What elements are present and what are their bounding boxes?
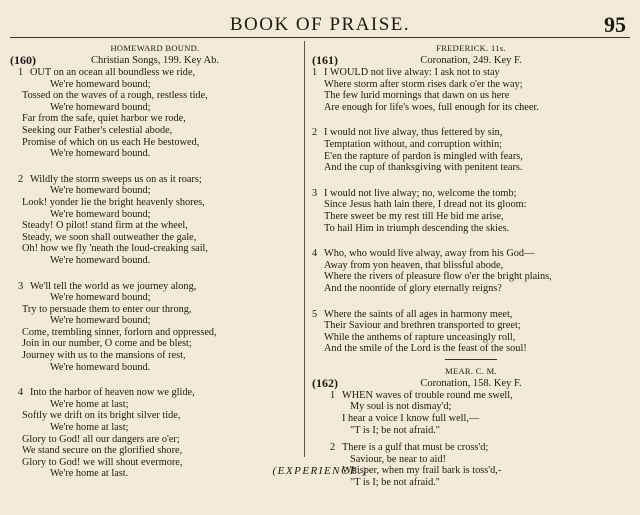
verse-text: And the noontide of glory eternally reigns? <box>324 282 502 294</box>
verse-line <box>312 199 630 211</box>
verse-text: Are enough for life's woes, full enough for its cheer. <box>324 101 539 113</box>
verse-text: While the anthems of rapture unceasingly roll, <box>324 331 516 343</box>
verse-line <box>312 127 630 139</box>
verse-line <box>10 304 300 316</box>
verse-line <box>312 188 630 200</box>
hymn-160-stanzas <box>10 67 300 480</box>
verse-line <box>312 283 630 295</box>
verse-text: Glory to God! all our dangers are o'er; <box>22 433 180 445</box>
verse-text: We stand secure on the glorified shore, <box>22 445 183 457</box>
verse-text: Where the saints of all ages in harmony meet, <box>324 308 513 320</box>
verse-text: Tossed on the waves of a rough, restless tide, <box>22 90 208 102</box>
verse-line <box>10 102 300 114</box>
verse-text: We're homeward bound; <box>50 208 151 220</box>
verse-line <box>312 260 630 272</box>
verse-text: My soul is not dismay'd; <box>350 401 452 413</box>
verse-line <box>10 387 300 399</box>
verse-text: We're homeward bound; <box>50 292 151 304</box>
verse-text: I would not live alway; no, welcome the tomb; <box>324 187 517 199</box>
verse-text: There is a gulf that must be cross'd; <box>342 442 489 454</box>
stanza-number: 3 <box>312 187 318 199</box>
verse-text: I would not live alway, thus fettered by sin, <box>324 127 503 139</box>
verse-text: Come, trembling sinner, forlorn and oppressed, <box>22 326 217 338</box>
hymn-source: Coronation, 158. Key F. <box>420 377 522 389</box>
verse-text: And the smile of the Lord is the feast of the soul! <box>324 343 527 355</box>
verse-line <box>10 197 300 209</box>
verse-text: Promise of which on us each He bestowed, <box>22 136 200 148</box>
verse-text: We're homeward bound. <box>50 148 151 160</box>
tune-name: FREDERICK. 11s. <box>436 43 506 53</box>
verse-text: We're homeward bound; <box>50 315 151 327</box>
verse-line <box>10 113 300 125</box>
verse-line <box>312 151 630 163</box>
verse-text: Whisper, when my frail bark is toss'd,- <box>342 465 502 477</box>
verse-line <box>312 67 630 79</box>
verse-line <box>312 454 630 466</box>
verse-text: Seeking our Father's celestial abode, <box>22 124 173 136</box>
verse-line <box>312 477 630 489</box>
verse-text: We're homeward bound. <box>50 254 151 266</box>
stanza-number: 5 <box>312 308 318 320</box>
verse-line <box>312 390 630 402</box>
verse-line <box>312 79 630 91</box>
verse-text: Oh! how we fly 'neath the loud-creaking sail, <box>22 243 208 255</box>
verse-text: Far from the safe, quiet harbor we rode, <box>22 113 186 125</box>
verse-line <box>10 445 300 457</box>
verse-text: OUT on an ocean all boundless we ride, <box>30 67 196 78</box>
page-title: BOOK OF PRAISE. <box>229 14 411 35</box>
stanza <box>312 188 630 234</box>
verse-line <box>312 90 630 102</box>
verse-line <box>10 350 300 362</box>
verse-text: WHEN waves of trouble round me swell, <box>342 389 513 401</box>
verse-text: To hail Him in triumph descending the skies. <box>324 222 510 234</box>
verse-text: We'll tell the world as we journey along, <box>30 280 197 292</box>
tune-name: MEAR. C. M. <box>445 365 497 376</box>
verse-line <box>10 137 300 149</box>
verse-text: Look! yonder lie the bright heavenly shores, <box>22 196 205 208</box>
verse-text: Where storm after storm rises dark o'er the way; <box>324 78 523 90</box>
verse-text: We're homeward bound; <box>50 78 151 90</box>
verse-text: We're homeward bound. <box>50 361 151 373</box>
verse-line <box>10 422 300 434</box>
verse-text: I hear a voice I know full well,— <box>342 413 480 425</box>
verse-line <box>10 255 300 267</box>
verse-line <box>10 399 300 411</box>
verse-text: We're homeward bound; <box>50 101 151 113</box>
verse-text: I WOULD not live alway: I ask not to stay <box>324 67 500 78</box>
tune-name: HOMEWARD BOUND. <box>110 43 200 53</box>
header-rule <box>10 37 630 38</box>
verse-text: Into the harbor of heaven now we glide, <box>30 387 195 399</box>
verse-text: We're home at last. <box>50 468 129 480</box>
verse-line <box>312 271 630 283</box>
verse-line <box>10 243 300 255</box>
verse-line <box>10 79 300 91</box>
verse-text: Steady, we soon shall outweather the gale, <box>22 231 197 243</box>
stanza-number: 2 <box>330 442 336 454</box>
stanza <box>312 127 630 173</box>
page-number: 95 <box>604 12 626 37</box>
verse-line <box>312 401 630 413</box>
verse-text: Who, who would live alway, away from his God— <box>324 248 535 260</box>
verse-text: The few lurid mornings that dawn on us here <box>324 90 510 102</box>
hymn-header <box>312 377 630 390</box>
verse-line <box>312 309 630 321</box>
verse-text: Steady! O pilot! stand firm at the wheel, <box>22 220 188 232</box>
verse-text: Glory to God! we will shout evermore, <box>22 456 183 468</box>
verse-text: Join in our number, O come and be blest; <box>22 338 192 350</box>
stanza-number: 1 <box>330 389 336 401</box>
verse-line <box>312 413 630 425</box>
stanza <box>10 281 300 374</box>
stanza-number: 1 <box>312 67 318 78</box>
verse-text: "T is I; be not afraid." <box>350 424 440 436</box>
verse-text: And the cup of thanksgiving with penitent tears. <box>324 162 523 174</box>
verse-text: E'en the rapture of pardon is mingled with fears, <box>324 150 523 162</box>
column-divider <box>304 41 305 457</box>
verse-text: Saviour, be near to aid! <box>350 453 446 465</box>
verse-line <box>10 292 300 304</box>
verse-line <box>10 281 300 293</box>
verse-text: "T is I; be not afraid." <box>350 477 440 489</box>
verse-text: Their Saviour and brethren transported to greet; <box>324 320 521 332</box>
verse-line <box>312 343 630 355</box>
stanza <box>10 67 300 160</box>
verse-line <box>312 442 630 454</box>
verse-line <box>312 332 630 344</box>
verse-line <box>312 211 630 223</box>
verse-line <box>10 362 300 374</box>
verse-line <box>10 434 300 446</box>
verse-line <box>312 139 630 151</box>
hymn-header <box>10 54 300 67</box>
verse-line <box>10 338 300 350</box>
verse-text: Since Jesus hath lain there, I dread not its gloom: <box>324 199 527 211</box>
verse-line <box>10 410 300 422</box>
section-footer: (EXPERIENCE.) <box>272 465 368 477</box>
verse-text: We're home at last; <box>50 422 129 434</box>
verse-line <box>10 148 300 160</box>
verse-line <box>312 223 630 235</box>
verse-line <box>312 425 630 437</box>
stanza <box>312 309 630 355</box>
verse-line <box>10 125 300 137</box>
verse-text: Softly we drift on its bright silver tide, <box>22 410 181 422</box>
verse-line <box>10 185 300 197</box>
verse-line <box>312 320 630 332</box>
verse-text: Temptation without, and corruption within; <box>324 138 503 150</box>
stanza-number: 1 <box>18 67 24 78</box>
hymn-number: (160) <box>10 53 36 67</box>
stanza-number: 2 <box>18 173 24 185</box>
stanza <box>312 67 630 113</box>
verse-text: Wildly the storm sweeps us on as it roars; <box>30 173 202 185</box>
hymn-header <box>312 54 630 67</box>
verse-text: Journey with us to the mansions of rest, <box>22 350 186 362</box>
hymn-161-stanzas <box>312 67 630 355</box>
verse-line <box>10 327 300 339</box>
stanza <box>312 390 630 436</box>
right-column <box>312 43 630 489</box>
verse-line <box>10 209 300 221</box>
hymn-number: (162) <box>312 375 338 390</box>
hymn-source: Coronation, 249. Key F. <box>420 55 522 66</box>
left-column <box>10 43 300 480</box>
hymn-separator <box>445 359 497 360</box>
stanza-number: 4 <box>18 387 24 399</box>
verse-line <box>10 220 300 232</box>
verse-text: We're homeward bound; <box>50 185 151 197</box>
stanza-number: 3 <box>18 280 24 292</box>
hymn-number: (161) <box>312 53 338 67</box>
verse-line <box>312 162 630 174</box>
stanza <box>10 174 300 267</box>
verse-line <box>10 315 300 327</box>
verse-text: Away from yon heaven, that blissful abode, <box>324 259 504 271</box>
stanza-number: 2 <box>312 127 318 139</box>
verse-line <box>312 102 630 114</box>
verse-line <box>10 67 300 79</box>
stanza <box>312 248 630 294</box>
verse-text: There sweet be my rest till He bid me arise, <box>324 210 504 222</box>
verse-line <box>10 174 300 186</box>
verse-line <box>10 232 300 244</box>
stanza-number: 4 <box>312 248 318 260</box>
verse-text: Where the rivers of pleasure flow o'er the bright plains, <box>324 271 552 283</box>
verse-line <box>10 90 300 102</box>
verse-text: We're home at last; <box>50 398 129 410</box>
hymn-source: Christian Songs, 199. Key Ab. <box>90 55 220 66</box>
verse-text: Try to persuade them to enter our throng, <box>22 303 192 315</box>
verse-line <box>312 248 630 260</box>
